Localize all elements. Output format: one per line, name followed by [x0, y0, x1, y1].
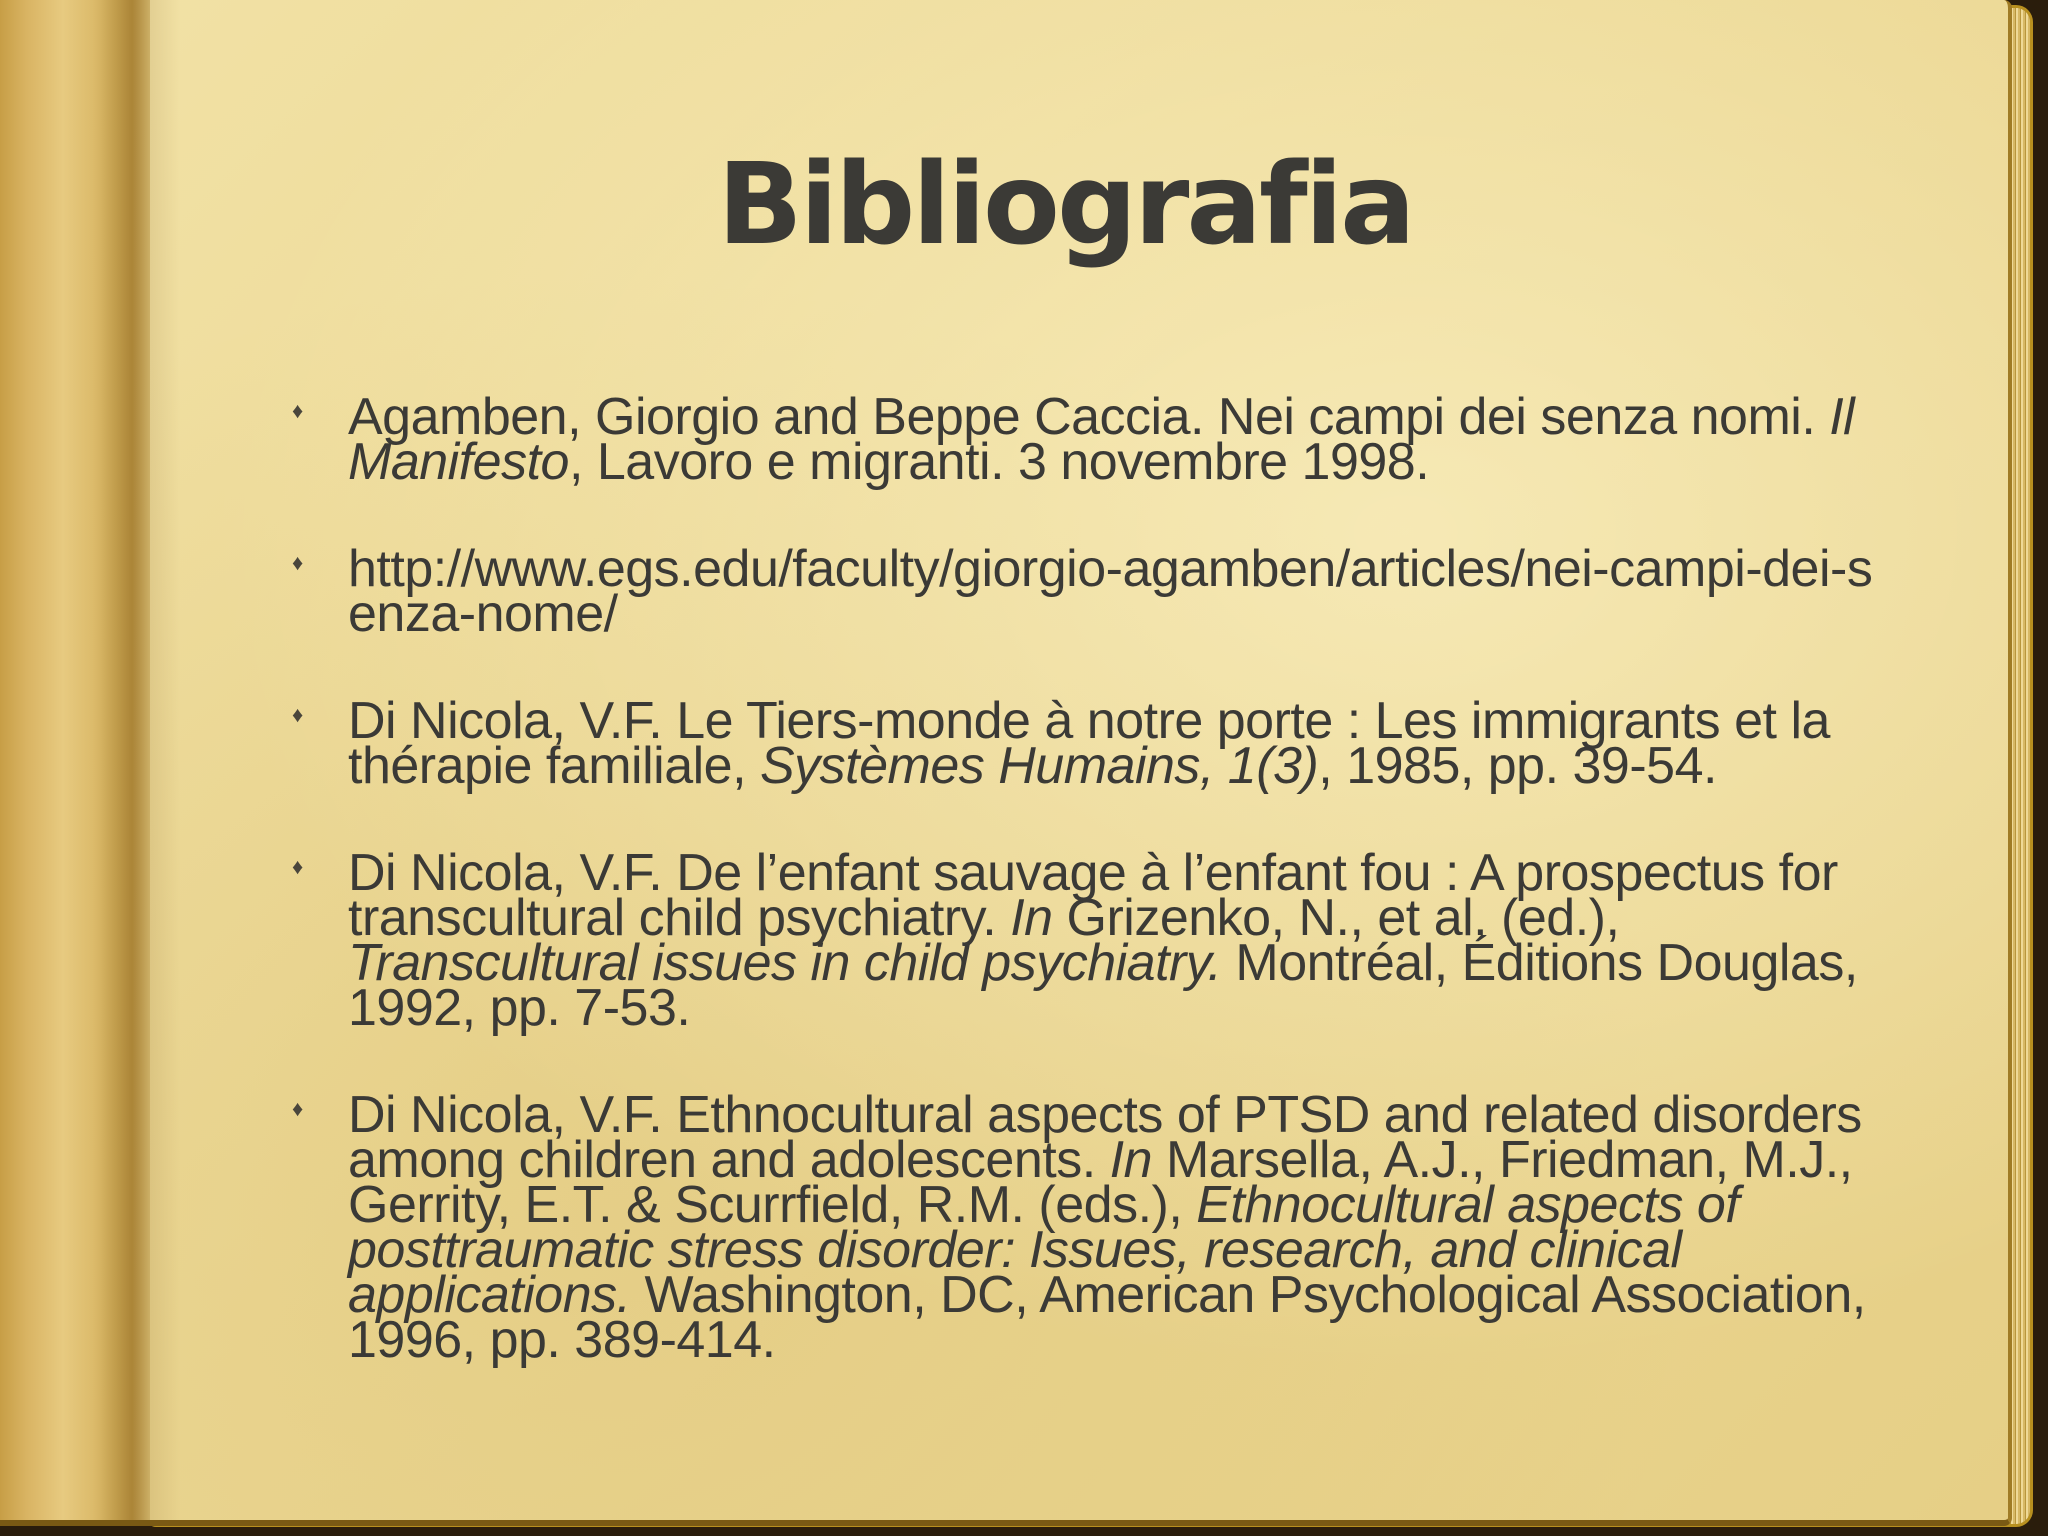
reference-text: , Lavoro e migranti. 3 novembre 1998. — [568, 433, 1430, 491]
reference-text: Marsella, A.J., Friedman, M.J., Gerrity, E.T. & Scurrfield, R.M. (eds.), — [348, 1131, 1853, 1234]
reference-list — [292, 388, 1882, 1425]
diamond-bullet-icon: ♦ — [292, 702, 303, 727]
diamond-bullet-icon: ♦ — [292, 1096, 303, 1121]
reference-item — [292, 540, 1882, 643]
slide-title: Bibliografia — [717, 140, 1413, 270]
reference-text: Di Nicola, V.F. Le Tiers-monde à notre porte : Les immigrants et la thérapie familiale, — [348, 692, 1830, 795]
reference-italic-text: In — [1109, 1131, 1152, 1189]
reference-text: Di Nicola, V.F. Ethnocultural aspects of PTSD and related disorders among children and adolescents. — [348, 1086, 1862, 1189]
reference-italic-text: Il Manifesto — [348, 388, 1855, 491]
diamond-bullet-icon: ♦ — [292, 550, 303, 575]
reference-text: Agamben, Giorgio and Beppe Caccia. Nei campi dei senza nomi. — [348, 388, 1830, 446]
reference-italic-text: Systèmes Humains, 1(3) — [760, 737, 1319, 795]
reference-item — [292, 692, 1882, 795]
diamond-bullet-icon: ♦ — [292, 398, 303, 423]
reference-text: Grizenko, N., et al. (ed.), — [1052, 889, 1620, 947]
reference-item — [292, 1086, 1882, 1369]
diamond-bullet-icon: ♦ — [292, 854, 303, 879]
reference-item — [292, 388, 1882, 491]
reference-text: Washington, DC, American Psychological Association, 1996, pp. 389-414. — [348, 1266, 1866, 1369]
reference-italic-text: Transcultural issues in child psychiatry. — [348, 934, 1222, 992]
reference-text: , 1985, pp. 39-54. — [1318, 737, 1717, 795]
reference-italic-text: In — [1010, 889, 1053, 947]
reference-text: Di Nicola, V.F. De l’enfant sauvage à l’enfant fou : A prospectus for transcultural child psychiatry. — [348, 844, 1838, 947]
reference-item — [292, 844, 1882, 1037]
reference-text: http://www.egs.edu/faculty/giorgio-agamben/articles/nei-campi-dei-senza-nome/ — [348, 540, 1873, 643]
reference-italic-text: Ethnocultural aspects of posttraumatic stress disorder: Issues, research, and clinical applications. — [348, 1176, 1740, 1324]
reference-text: Montréal, Éditions Douglas, 1992, pp. 7-53. — [348, 934, 1858, 1037]
